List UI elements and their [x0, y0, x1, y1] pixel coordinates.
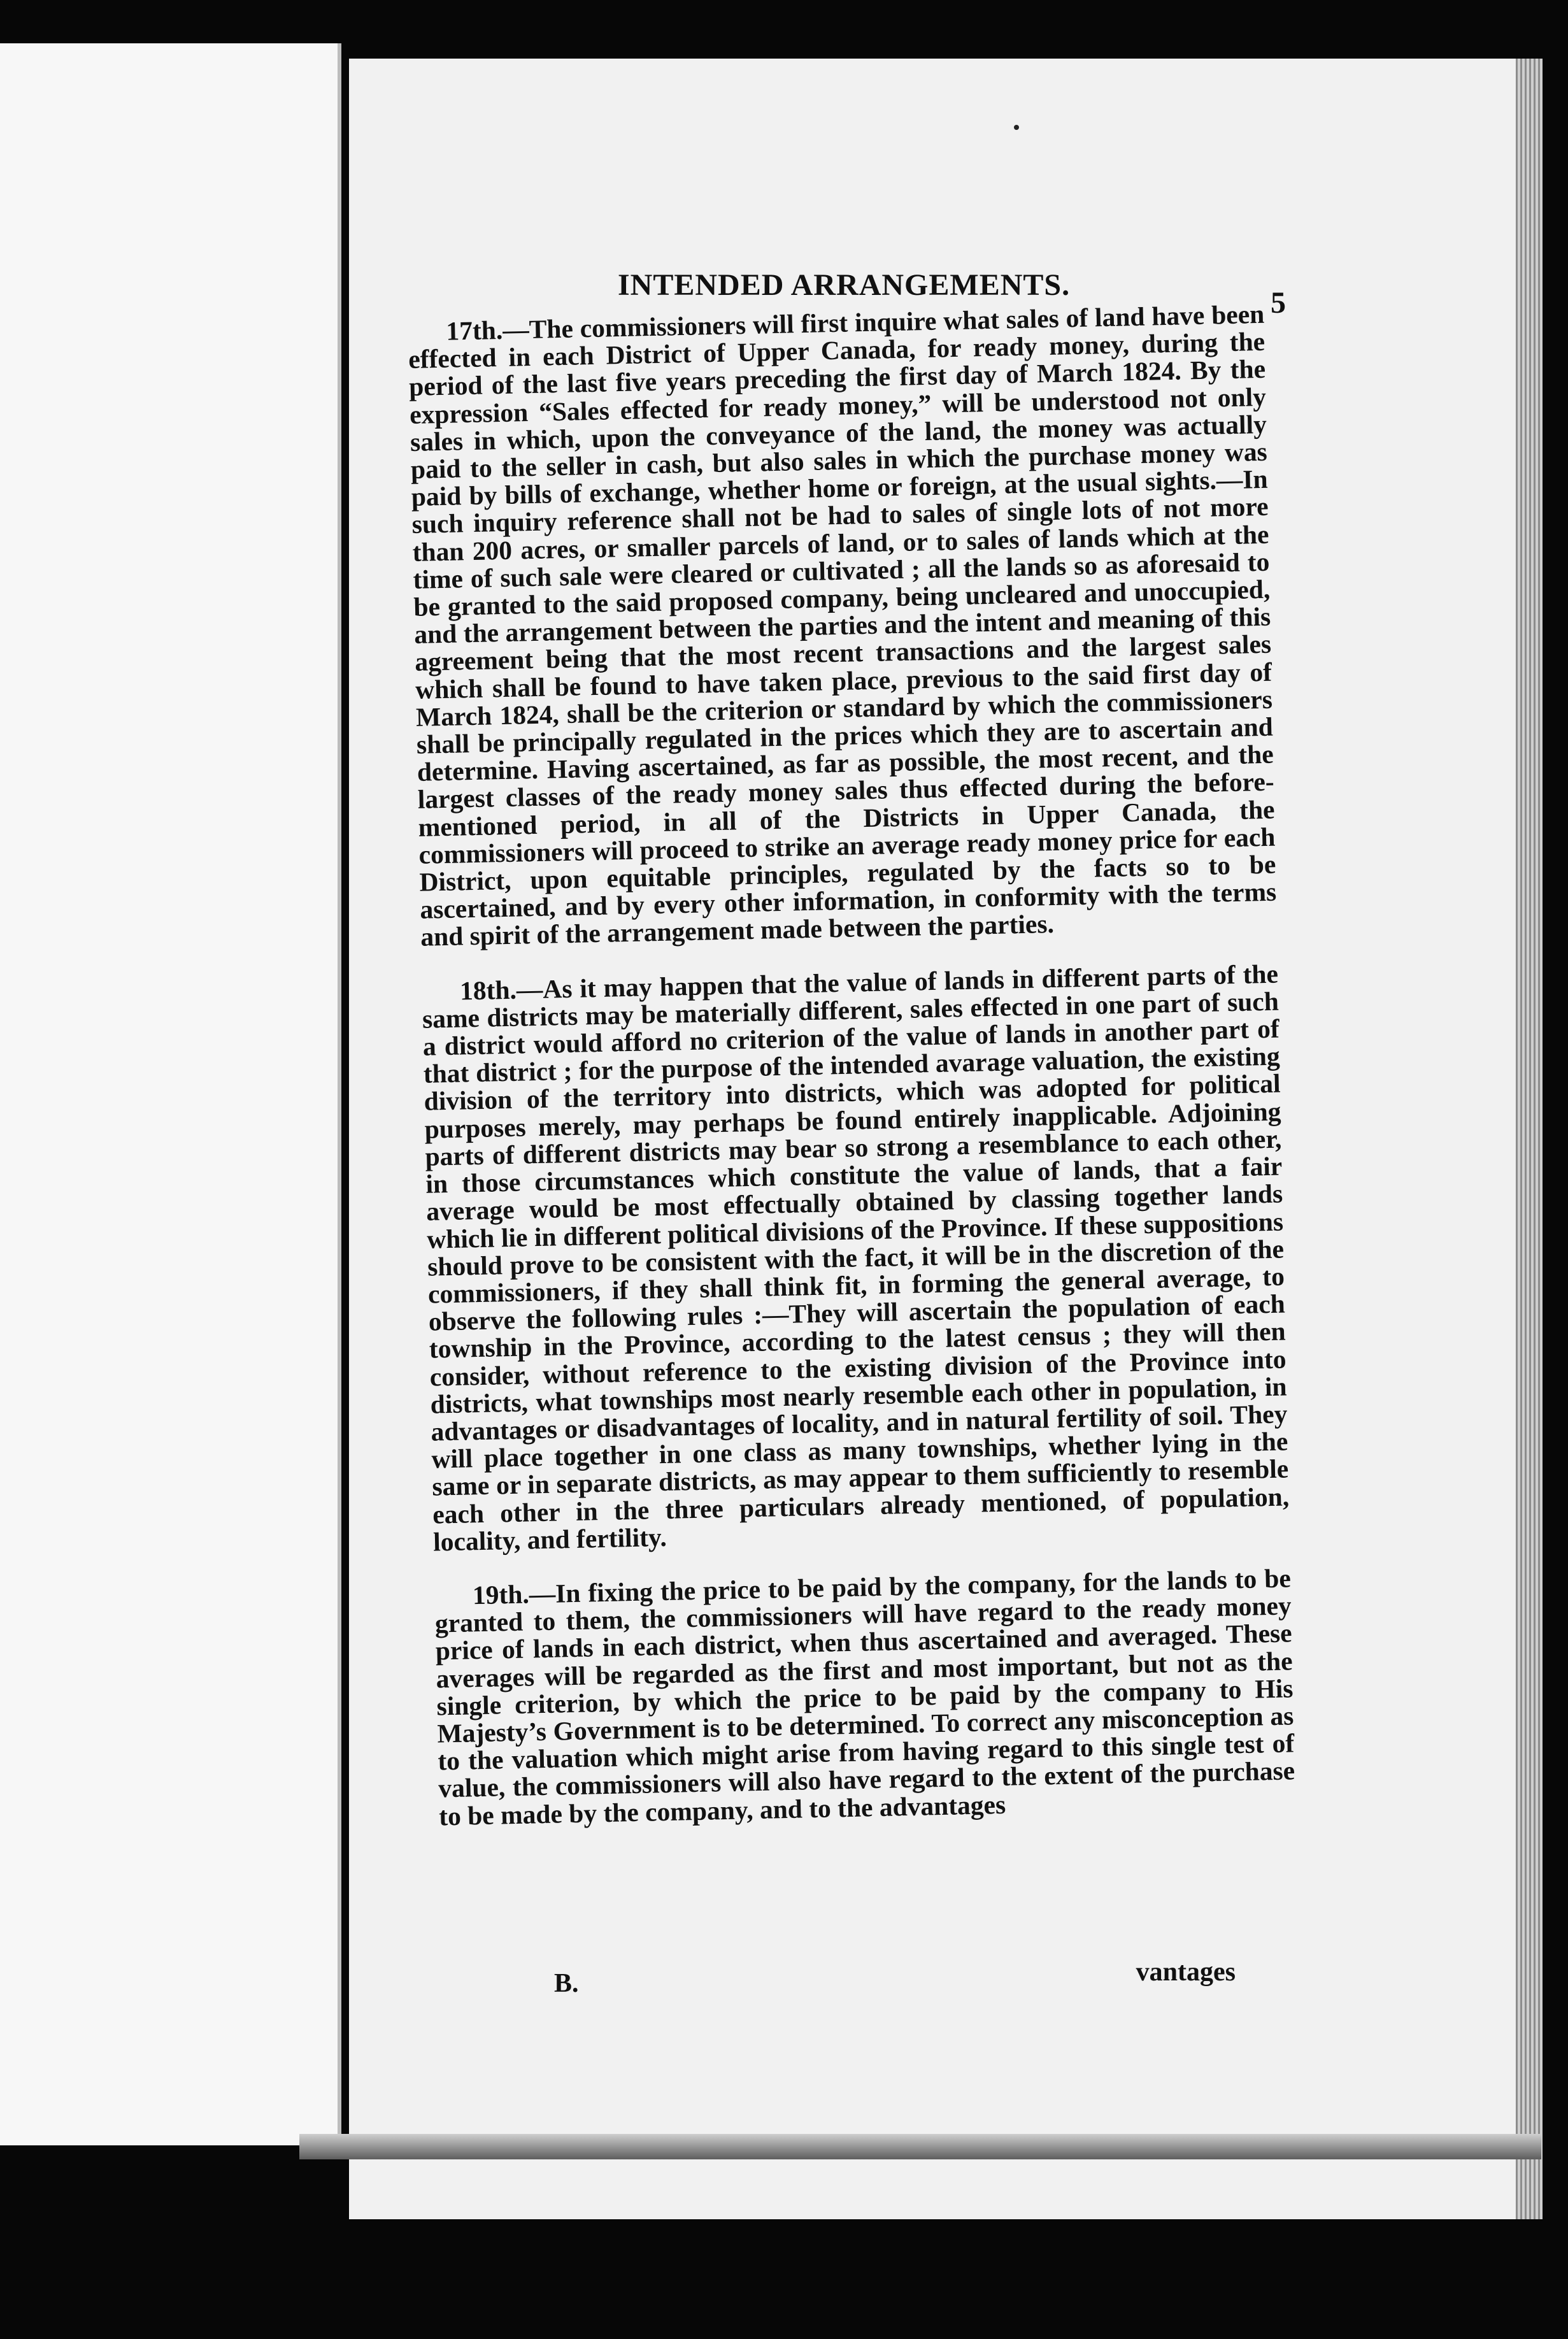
- paragraph-19: 19th.—In fixing the price to be paid by the company, for the lands to be granted to them, the commissioners will have regard to the ready money price of lands in each district, when thus ascertained and averaged. These averages will be regarded as the first and most important, but not as the single criterion, by which the price to be paid by the company to His Majesty’s Government is to be determined. To correct any misconception as to the valuation which might arise from having regard to this single test of value, the commissioners will also have regard to the extent of the purchase to be made by the company, and to the advantages: [434, 1563, 1295, 1831]
- catchword: vantages: [1136, 1957, 1236, 1987]
- page-heading: INTENDED ARRANGEMENTS.: [618, 268, 1071, 302]
- page-edge: [1516, 59, 1543, 2219]
- paragraph-18: 18th.—As it may happen that the value of lands in different parts of the same districts may be materially different, sales effected in one part of such a district would afford no criterion of the value of lands in another part of that district ; for the purpose of the intended avarage valuation, the existing division of the territory into districts, which was adopted for political purposes merely, may perhaps be found entirely inapplicable. Adjoining parts of different districts may bear so strong a resemblance to each other, in those circumstances which constitute the value of lands, that a fair average would be most effectually obtained by classing together lands which lie in different political divisions of the Province. If these suppositions should prove to be consistent with the fact, it will be in the discretion of the commissioners, if they shall think fit, in forming the general average, to observe the following rules :—They will ascertain the population of each township in the Province, according to the latest census ; they will then consider, without reference to the existing division of the Province into districts, what townships most nearly resemble each other in population, in advantages or disadvantages of locality, and in natural fertility of soil. They will place together in one class as many townships, whether lying in the same or in separate districts, as may appear to them sufficiently to resemble each other in the three particulars already mentioned, of population, locality, and fertility.: [422, 959, 1290, 1557]
- paragraph-17: 17th.—The commissioners will first inquire what sales of land have been effected in each District of Upper Canada, for ready money, during the period of the last five years preceding the first day of March 1824. By the expression “Sales effected for ready money,” will be understood not only sales in which, upon the conveyance of the land, the money was actually paid to the seller in cash, but also sales in which the purchase money was paid by bills of exchange, whether home or foreign, at the usual sights.—In such inquiry reference shall not be had to sales of single lots of not more than 200 acres, or smaller parcels of land, or to sales of lands which at the time of such sale were cleared or cultivated ; all the lands so as aforesaid to be granted to the said proposed company, being uncleared and unoccupied, and the arrangement between the parties and the intent and meaning of this agreement being that the most recent transactions and the largest sales which shall be found to have taken place, previous to the said first day of March 1824, shall be the criterion or standard by which the commissioners shall be principally regulated in the prices which they are to ascertain and determine. Having ascertained, as far as possible, the most recent, and the largest classes of the ready money sales thus effected during the before-mentioned period, in all of the Districts in Upper Canada, the commissioners will proceed to strike an average ready money price for each District, upon equitable principles, regulated by the facts so to be ascertained, and by every other information, in conformity with the terms and spirit of the arrangement made between the parties.: [408, 299, 1277, 952]
- page-shadow: [299, 2134, 1541, 2159]
- left-blank-leaf: [0, 43, 341, 2145]
- ink-speck: [1014, 125, 1019, 130]
- page-number: 5: [1271, 286, 1286, 320]
- body-text: [408, 301, 1295, 1830]
- signature-mark: B.: [554, 1969, 579, 1998]
